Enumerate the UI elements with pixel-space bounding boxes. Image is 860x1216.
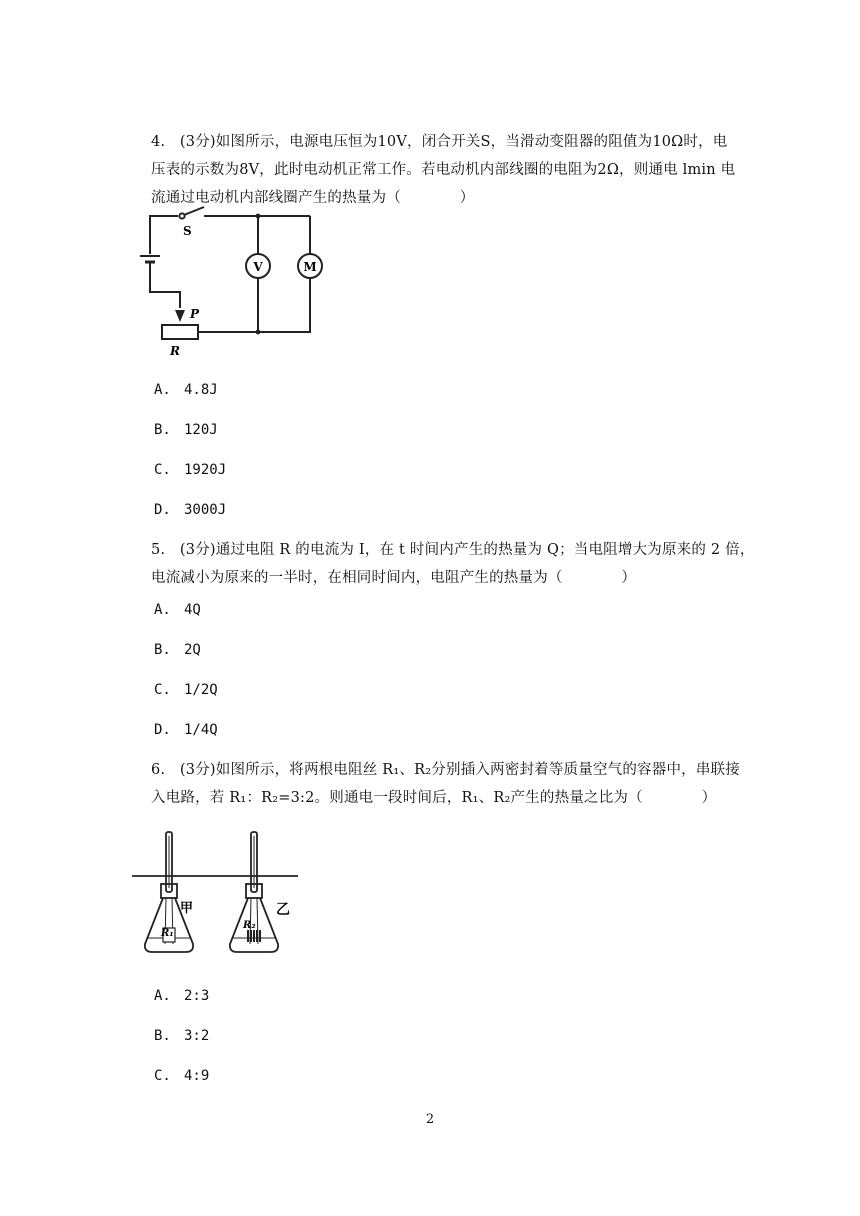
option-text: 3:2 bbox=[184, 1028, 210, 1044]
rheostat-body bbox=[162, 325, 198, 339]
right-resistor-label: R₂ bbox=[243, 920, 256, 931]
option-text: 4Q bbox=[184, 602, 201, 618]
option-row bbox=[154, 720, 218, 740]
option-letter: A. bbox=[154, 602, 171, 618]
junction-top bbox=[256, 214, 261, 219]
resistor-label: R bbox=[170, 344, 180, 358]
option-row bbox=[154, 1066, 209, 1086]
option-text: 3000J bbox=[184, 502, 227, 518]
option-row bbox=[154, 986, 209, 1006]
option-letter: C. bbox=[154, 462, 171, 478]
flasks-diagram bbox=[130, 826, 300, 958]
option-text: 120J bbox=[184, 422, 218, 438]
question-6-line-1: 6. (3分)如图所示，将两根电阻丝 R₁、R₂分别插入两密封着等质量空气的容器中，串联接 bbox=[151, 762, 740, 778]
option-text: 4.8J bbox=[184, 382, 218, 398]
left-flask-label: 甲 bbox=[180, 901, 194, 916]
question-6-line-2: 入电路，若 R₁：R₂=3:2。则通电一段时间后，R₁、R₂产生的热量之比为（ ） bbox=[151, 790, 717, 806]
circuit-diagram bbox=[130, 204, 330, 360]
option-letter: C. bbox=[154, 1068, 171, 1084]
wire-top-left bbox=[150, 216, 178, 254]
option-letter: B. bbox=[154, 1028, 171, 1044]
question-5-line-2: 电流减小为原来的一半时，在相同时间内，电阻产生的热量为（ ） bbox=[151, 570, 637, 586]
question-4-line-3: 流通过电动机内部线圈产生的热量为（ ） bbox=[151, 190, 475, 206]
option-row bbox=[154, 680, 218, 700]
left-resistor-label: R₁ bbox=[161, 928, 174, 939]
switch-label: S bbox=[183, 224, 192, 238]
option-row bbox=[154, 380, 218, 400]
right-flask-label: 乙 bbox=[276, 902, 290, 918]
switch-blade bbox=[184, 207, 204, 215]
wire-bottom bbox=[198, 278, 310, 332]
option-row bbox=[154, 600, 201, 620]
option-text: 1/4Q bbox=[184, 722, 218, 738]
option-row bbox=[154, 420, 218, 440]
option-text: 4:9 bbox=[184, 1068, 210, 1084]
question-5-line-1: 5. (3分)通过电阻 R 的电流为 I，在 t 时间内产生的热量为 Q；当电阻增大为原来的 2 倍， bbox=[151, 542, 755, 558]
wire-left-down bbox=[150, 262, 180, 308]
option-text: 1920J bbox=[184, 462, 227, 478]
option-text: 1/2Q bbox=[184, 682, 218, 698]
slider-label: P bbox=[190, 307, 200, 321]
option-letter: B. bbox=[154, 642, 171, 658]
option-letter: D. bbox=[154, 502, 171, 518]
option-letter: A. bbox=[154, 382, 171, 398]
motor-label: M bbox=[303, 260, 317, 274]
right-coil bbox=[247, 930, 261, 942]
question-4-line-2: 压表的示数为8V，此时电动机正常工作。若电动机内部线圈的电阻为2Ω，则通电 lmin 电 bbox=[151, 162, 736, 178]
option-letter: D. bbox=[154, 722, 171, 738]
option-text: 2Q bbox=[184, 642, 201, 658]
page-number: 2 bbox=[425, 1112, 435, 1127]
option-row bbox=[154, 1026, 209, 1046]
option-row bbox=[154, 500, 226, 520]
option-row bbox=[154, 460, 226, 480]
option-letter: A. bbox=[154, 988, 171, 1004]
voltmeter-label: V bbox=[253, 260, 263, 274]
option-row bbox=[154, 640, 201, 660]
slider-arrow-head bbox=[175, 310, 185, 322]
question-4-line-1: 4. (3分)如图所示，电源电压恒为10V，闭合开关S，当滑动变阻器的阻值为10Ω时，电 bbox=[151, 134, 728, 150]
option-letter: B. bbox=[154, 422, 171, 438]
option-letter: C. bbox=[154, 682, 171, 698]
junction-bottom bbox=[256, 330, 261, 335]
option-text: 2:3 bbox=[184, 988, 210, 1004]
